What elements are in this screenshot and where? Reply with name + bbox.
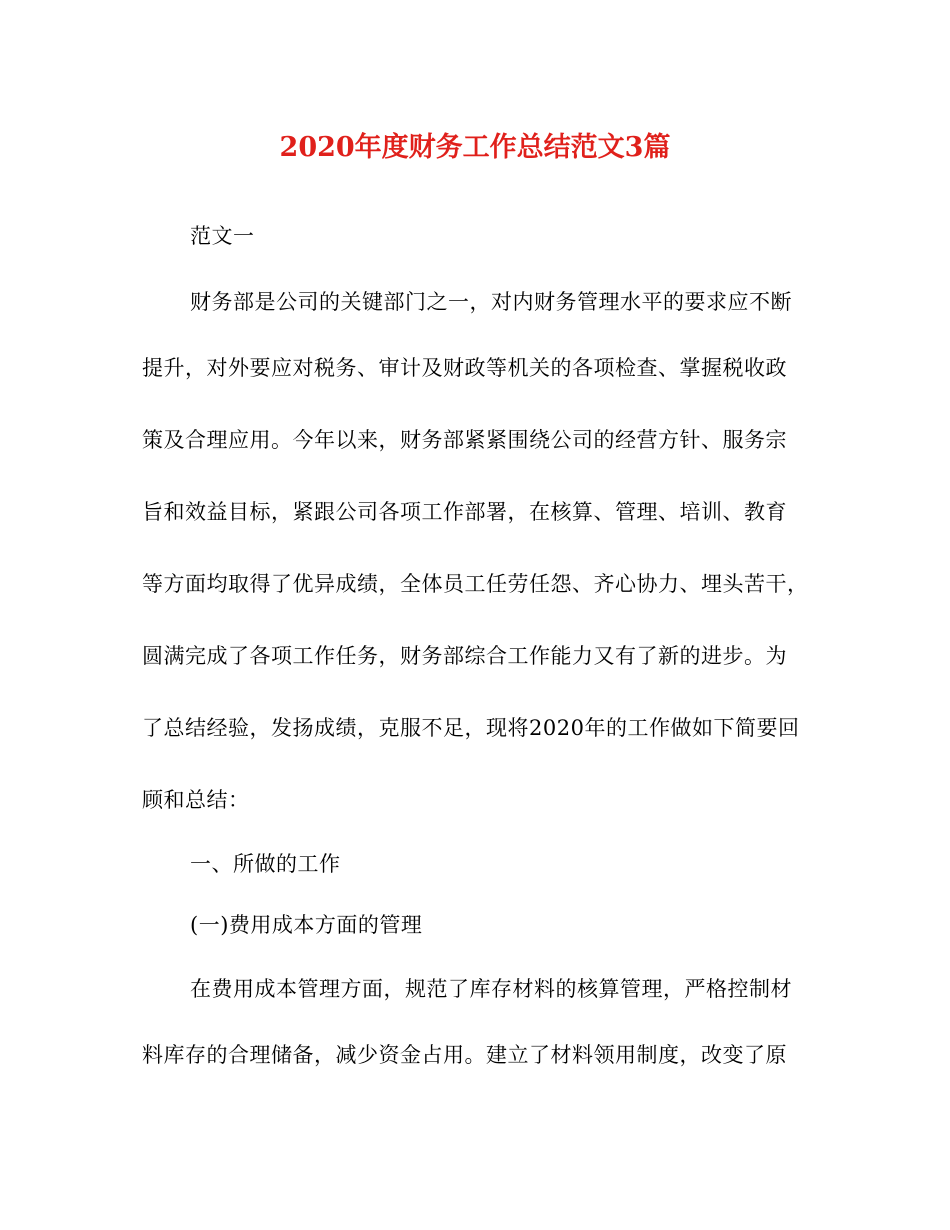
paragraph-line: 顾和总结： xyxy=(142,788,250,812)
section-label: 范文一 xyxy=(190,224,255,248)
paragraph-line: 料库存的合理储备，减少资金占用。建立了材料领用制度，改变了原 xyxy=(142,1043,787,1067)
paragraph-line: 策及合理应用。今年以来，财务部紧紧围绕公司的经营方针、服务宗 xyxy=(142,428,787,452)
paragraph-line: 提升，对外要应对税务、审计及财政等机关的各项检查、掌握税收政 xyxy=(142,356,787,380)
paragraph-line: 在费用成本管理方面，规范了库存材料的核算管理，严格控制材 xyxy=(190,977,792,1001)
section-heading: 一、所做的工作 xyxy=(190,852,341,876)
subsection-heading: (一)费用成本方面的管理 xyxy=(190,913,423,937)
paragraph-line: 财务部是公司的关键部门之一，对内财务管理水平的要求应不断 xyxy=(190,290,792,314)
document-title: 2020年度财务工作总结范文3篇 xyxy=(279,132,671,163)
paragraph-line: 等方面均取得了优异成绩，全体员工任劳任怨、齐心协力、埋头苦干， xyxy=(142,572,809,596)
paragraph-line: 圆满完成了各项工作任务，财务部综合工作能力又有了新的进步。为 xyxy=(142,644,787,668)
paragraph-line: 旨和效益目标，紧跟公司各项工作部署，在核算、管理、培训、教育 xyxy=(142,500,787,524)
paragraph-line: 了总结经验，发扬成绩，克服不足，现将2020年的工作做如下简要回 xyxy=(142,716,800,740)
